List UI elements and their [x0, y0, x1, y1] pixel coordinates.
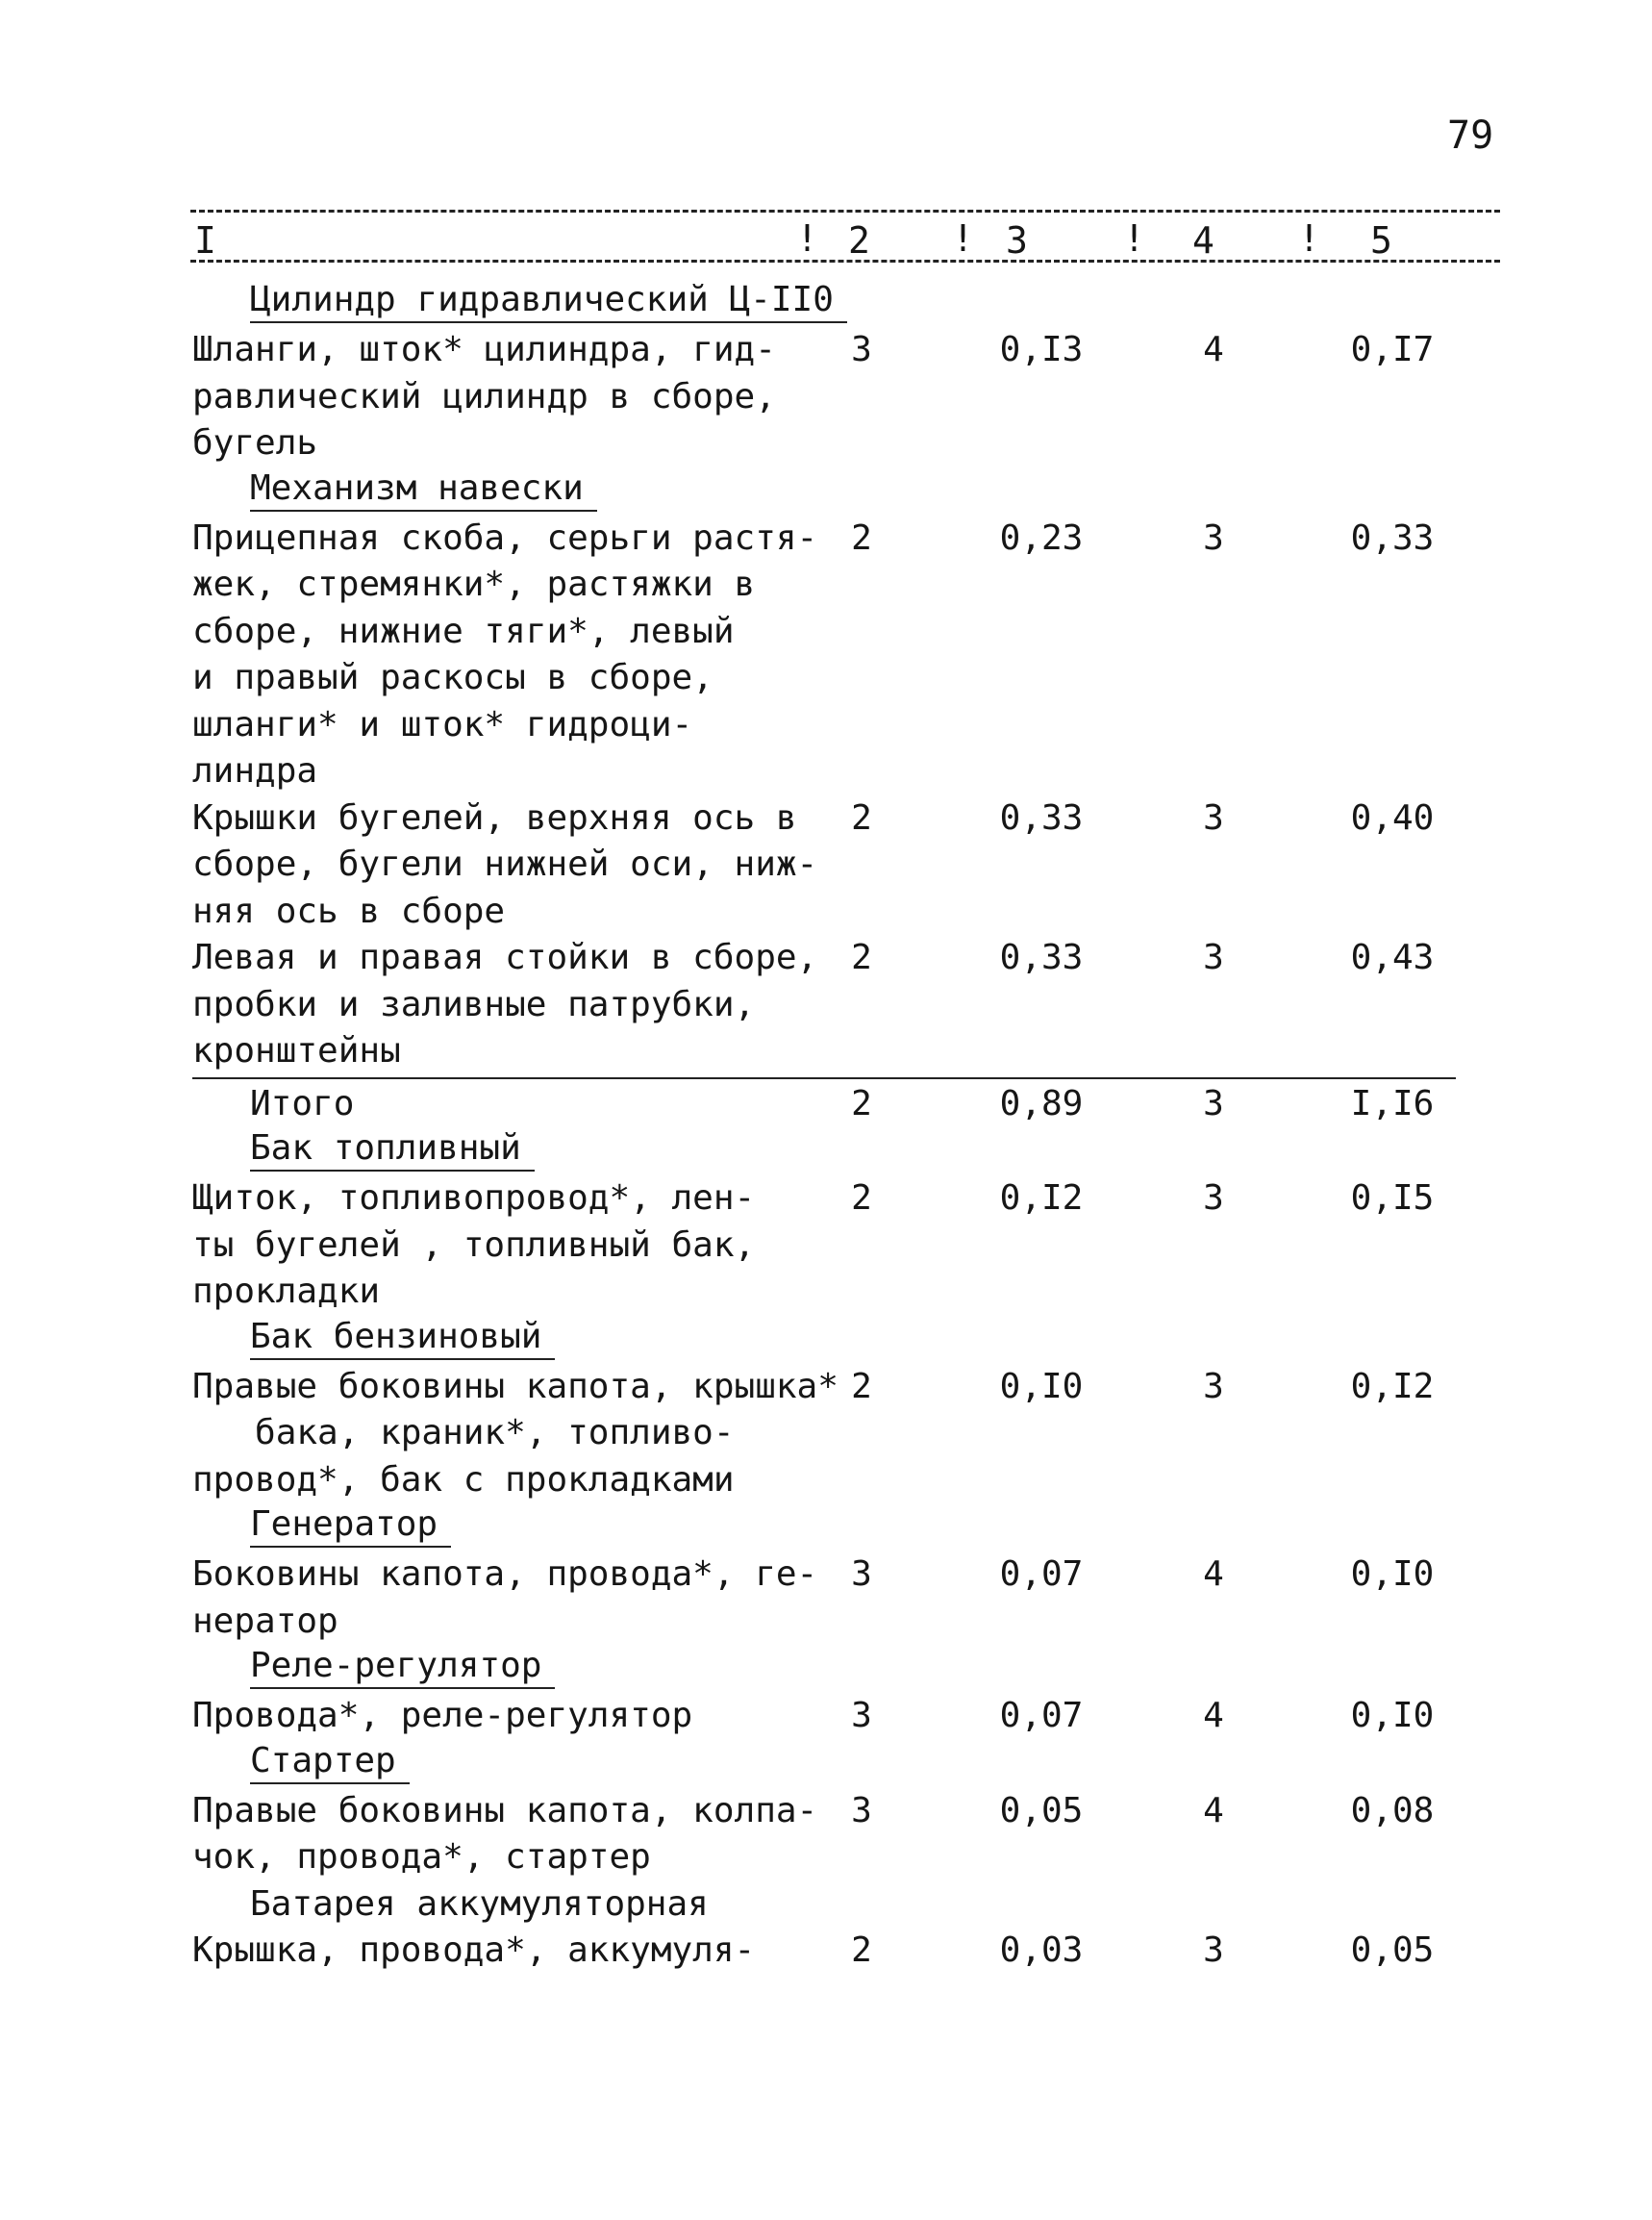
table-row — [192, 1788, 1500, 1881]
cell-col-4: 3 — [1203, 1083, 1224, 1123]
cell-col-3: 0,I3 — [999, 330, 1084, 369]
header-col-2: 2 — [848, 219, 870, 262]
cell-col-4: 3 — [1203, 1930, 1224, 1970]
table-row — [192, 1928, 1500, 1975]
item-description: Боковины капота, провода*, ге- нератор — [192, 1554, 818, 1641]
cell-col-5: 0,43 — [1350, 938, 1435, 977]
header-col-5: 5 — [1370, 219, 1392, 262]
cell-col-2: 3 — [851, 1790, 872, 1830]
total-row — [192, 1081, 1500, 1128]
page-number: 79 — [1447, 114, 1494, 158]
cell-col-5: 0,I2 — [1350, 1366, 1435, 1406]
header-col-1: I — [194, 219, 216, 262]
item-description: Щиток, топливопровод*, лен- ты бугелей , топливный бак, прокладки — [192, 1178, 756, 1311]
cell-col-2: 3 — [851, 330, 872, 369]
cell-col-4: 3 — [1203, 517, 1224, 558]
item-description: Правые боковины капота, колпа- чок, провода*, стартер — [192, 1790, 818, 1877]
section-row — [192, 1740, 1500, 1788]
item-description: Крышки бугелей, верхняя ось в сборе, бугели нижней оси, ниж- няя ось в сборе — [192, 797, 818, 931]
cell-col-3: 0,07 — [999, 1554, 1084, 1594]
table-row — [192, 516, 1500, 795]
cell-col-4: 3 — [1203, 938, 1224, 977]
table-row — [192, 935, 1500, 1075]
table-row — [192, 1551, 1500, 1645]
item-description: Шланги, шток* цилиндра, гид- равлический цилиндр в сборе, бугель — [192, 330, 776, 463]
cell-col-4: 4 — [1203, 1554, 1224, 1594]
header-col-4: 4 — [1192, 219, 1214, 262]
section-title: Батарея аккумуляторная — [250, 1883, 709, 1924]
table-row — [192, 327, 1500, 467]
cell-col-3: 0,I2 — [999, 1178, 1084, 1218]
cell-col-5: 0,I0 — [1350, 1696, 1435, 1735]
header-separator: ! — [1123, 217, 1145, 260]
section-title: Стартер — [250, 1740, 410, 1784]
cell-col-2: 2 — [851, 1178, 872, 1218]
section-title: Бак бензиновый — [250, 1316, 555, 1360]
cell-col-5: I,I6 — [1350, 1083, 1435, 1123]
cell-col-2: 2 — [851, 938, 872, 977]
header-separator: ! — [952, 217, 974, 260]
section-row — [192, 279, 1500, 327]
item-description: Правые боковины капота, крышка* бака, краник*, топливо- провод*, бак с прокладками — [192, 1366, 839, 1500]
header-separator: ! — [796, 217, 818, 260]
cell-col-5: 0,08 — [1350, 1790, 1435, 1830]
cell-col-2: 2 — [851, 1930, 872, 1970]
cell-col-4: 4 — [1203, 1790, 1224, 1830]
cell-col-4: 4 — [1203, 1696, 1224, 1735]
cell-col-3: 0,05 — [999, 1790, 1084, 1830]
cell-col-3: 0,I0 — [999, 1366, 1084, 1406]
cell-col-5: 0,I5 — [1350, 1178, 1435, 1218]
table-header-rule-bottom — [190, 260, 1500, 263]
table-row — [192, 795, 1500, 936]
cell-col-4: 3 — [1203, 797, 1224, 838]
cell-col-4: 4 — [1203, 330, 1224, 369]
cell-col-2: 3 — [851, 1696, 872, 1735]
section-row — [192, 1881, 1500, 1929]
cell-col-2: 2 — [851, 517, 872, 558]
section-title: Реле-регулятор — [250, 1645, 555, 1689]
cell-col-4: 3 — [1203, 1366, 1224, 1406]
item-description: Левая и правая стойки в сборе, пробки и заливные патрубки, кронштейны — [192, 938, 818, 1071]
cell-col-2: 2 — [851, 797, 872, 838]
section-title: Генератор — [250, 1503, 451, 1548]
cell-col-5: 0,I7 — [1350, 330, 1435, 369]
cell-col-5: 0,05 — [1350, 1930, 1435, 1970]
cell-col-3: 0,89 — [999, 1083, 1084, 1123]
section-row — [192, 467, 1500, 516]
cell-col-4: 3 — [1203, 1178, 1224, 1218]
section-title: Бак топливный — [250, 1127, 535, 1172]
cell-col-3: 0,33 — [999, 797, 1084, 838]
cell-col-3: 0,23 — [999, 517, 1084, 558]
total-divider — [192, 1077, 1456, 1079]
cell-col-5: 0,33 — [1350, 517, 1435, 558]
table-row — [192, 1364, 1500, 1504]
section-row — [192, 1127, 1500, 1175]
cell-col-3: 0,33 — [999, 938, 1084, 977]
table-body — [192, 279, 1500, 1975]
cell-col-2: 2 — [851, 1083, 872, 1123]
cell-col-2: 3 — [851, 1554, 872, 1594]
header-separator: ! — [1298, 217, 1320, 260]
section-title: Механизм навески — [250, 467, 597, 512]
table-row — [192, 1693, 1500, 1740]
cell-col-5: 0,40 — [1350, 797, 1435, 838]
section-row — [192, 1645, 1500, 1693]
table-header-rule-top — [190, 210, 1500, 213]
item-description: Провода*, реле-регулятор — [192, 1696, 693, 1735]
section-row — [192, 1503, 1500, 1551]
cell-col-3: 0,07 — [999, 1696, 1084, 1735]
header-col-3: 3 — [1006, 219, 1028, 262]
total-label: Итого — [250, 1083, 355, 1123]
cell-col-5: 0,I0 — [1350, 1554, 1435, 1594]
item-description: Крышка, провода*, аккумуля- — [192, 1930, 756, 1970]
item-description: Прицепная скоба, серьги растя- жек, стремянки*, растяжки в сборе, нижние тяги*, левый и правый раскосы в сборе, шланги* и шток* гидроци- линдра — [192, 517, 818, 791]
table-row — [192, 1175, 1500, 1316]
cell-col-3: 0,03 — [999, 1930, 1084, 1970]
section-row — [192, 1316, 1500, 1364]
cell-col-2: 2 — [851, 1366, 872, 1406]
section-title: Цилиндр гидравлический Ц-II0 — [250, 279, 847, 323]
